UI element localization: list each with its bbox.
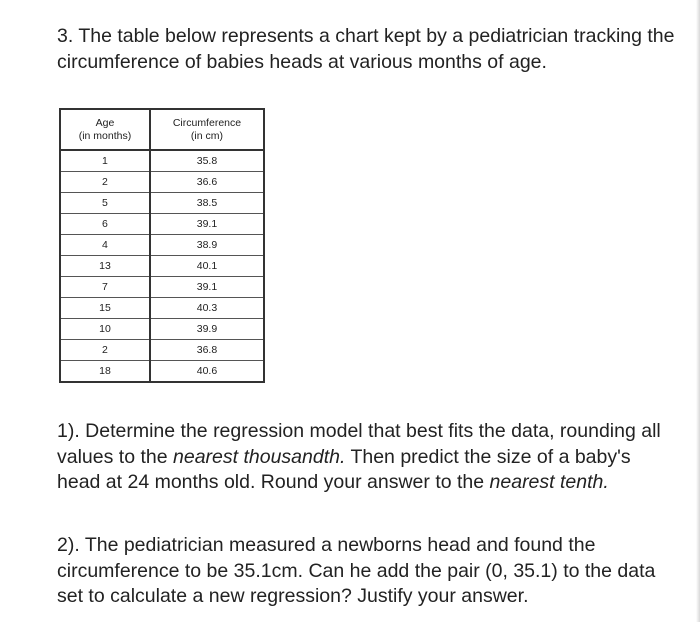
age-column-header bbox=[60, 109, 150, 150]
circumference-cell: 39.1 bbox=[150, 214, 264, 235]
circumference-cell: 36.8 bbox=[150, 340, 264, 361]
age-cell: 4 bbox=[60, 235, 150, 256]
table-row bbox=[60, 150, 264, 172]
circumference-cell: 36.6 bbox=[150, 172, 264, 193]
part-2-question: 2). The pediatrician measured a newborns head and found the circumference to be 35.1cm. Can he add the pair (0, 35.1) to the data set to calculate a new regression? Justify your answer. bbox=[57, 534, 656, 607]
age-cell: 15 bbox=[60, 298, 150, 319]
age-cell: 5 bbox=[60, 193, 150, 214]
age-header-unit: (in months) bbox=[78, 129, 132, 142]
circumference-cell: 40.6 bbox=[150, 361, 264, 383]
page-edge-shadow bbox=[696, 0, 700, 622]
data-table bbox=[59, 108, 265, 383]
table-row bbox=[60, 172, 264, 193]
circumference-header-label: Circumference bbox=[172, 116, 242, 129]
table-row bbox=[60, 319, 264, 340]
circumference-header-unit: (in cm) bbox=[190, 129, 223, 142]
table-row bbox=[60, 214, 264, 235]
part-1-emphasis-a: nearest thousandth. bbox=[173, 445, 346, 468]
circumference-cell: 40.1 bbox=[150, 256, 264, 277]
table-row bbox=[60, 277, 264, 298]
age-cell: 13 bbox=[60, 256, 150, 277]
age-cell: 6 bbox=[60, 214, 150, 235]
age-cell: 18 bbox=[60, 361, 150, 383]
circumference-cell: 38.5 bbox=[150, 193, 264, 214]
question-prompt: 3. The table below represents a chart kept by a pediatrician tracking the circumference of babies heads at various months of age. bbox=[57, 25, 675, 73]
part-1-text-a: 1). Determine the regression model that best fits the data, rounding all values to the bbox=[57, 420, 661, 468]
age-cell: 2 bbox=[60, 340, 150, 361]
part-1-text-b: Then predict the size of a baby's head at 24 months old. Round your answer to the bbox=[57, 445, 631, 493]
age-header-label: Age bbox=[95, 116, 115, 129]
table-row bbox=[60, 256, 264, 277]
age-cell: 2 bbox=[60, 172, 150, 193]
table-header-row bbox=[60, 109, 264, 150]
circumference-cell: 35.8 bbox=[150, 150, 264, 172]
table-row bbox=[60, 298, 264, 319]
table-row bbox=[60, 340, 264, 361]
part-1-emphasis-b: nearest tenth. bbox=[489, 471, 609, 493]
table-row bbox=[60, 193, 264, 214]
circumference-cell: 39.1 bbox=[150, 277, 264, 298]
circumference-cell: 38.9 bbox=[150, 235, 264, 256]
table-row bbox=[60, 235, 264, 256]
table-row bbox=[60, 361, 264, 383]
age-cell: 10 bbox=[60, 319, 150, 340]
circumference-cell: 40.3 bbox=[150, 298, 264, 319]
age-cell: 1 bbox=[60, 150, 150, 172]
part-1-question bbox=[57, 419, 677, 496]
circumference-column-header bbox=[150, 109, 264, 150]
age-cell: 7 bbox=[60, 277, 150, 298]
circumference-cell: 39.9 bbox=[150, 319, 264, 340]
